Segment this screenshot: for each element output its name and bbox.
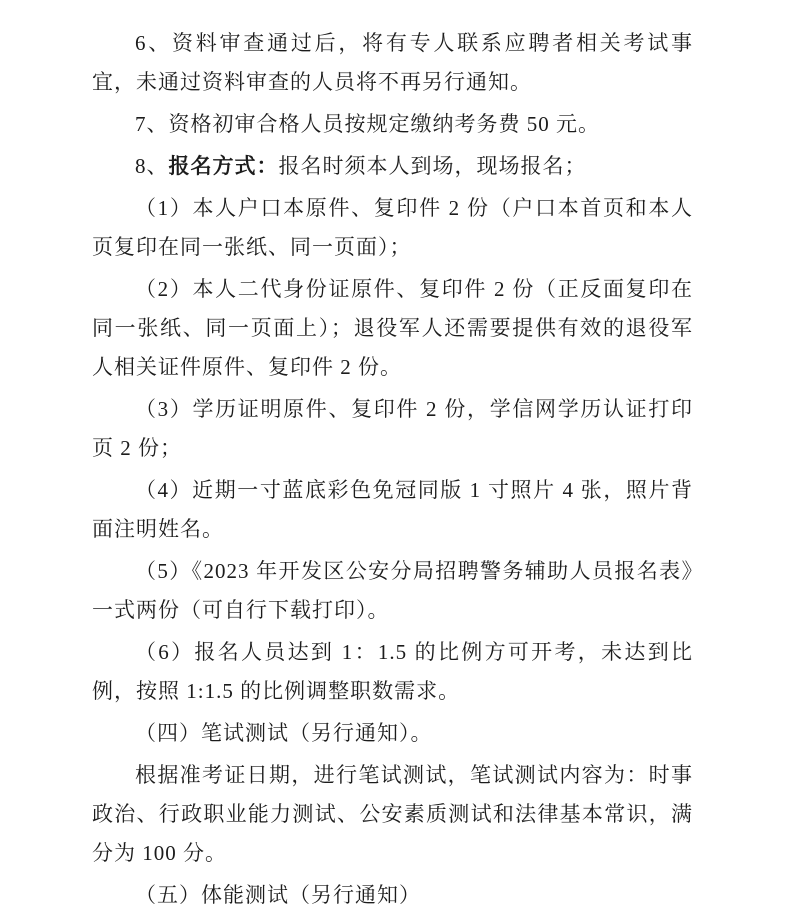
paragraph-item-4-photos: （4）近期一寸蓝底彩色免冠同版 1 寸照片 4 张，照片背面注明姓名。 bbox=[92, 478, 693, 541]
paragraph-6-material-review: 6、资料审查通过后，将有专人联系应聘者相关考试事宜，未通过资料审查的人员将不再另行通知。 bbox=[92, 31, 693, 94]
document-body bbox=[92, 24, 693, 915]
registration-method-text: 报名时须本人到场，现场报名； bbox=[278, 154, 587, 178]
paragraph-section-5-physical-test: （五）体能测试（另行通知） bbox=[135, 883, 421, 907]
paragraph-7-exam-fee: 7、资格初审合格人员按规定缴纳考务费 50 元。 bbox=[135, 112, 600, 136]
paragraph-item-5-application-form: （5）《2023 年开发区公安分局招聘警务辅助人员报名表》一式两份（可自行下载打印）。 bbox=[92, 559, 693, 622]
paragraph-item-6-ratio-requirement: （6）报名人员达到 1：1.5 的比例方可开考，未达到比例，按照 1:1.5 的比例调整职数需求。 bbox=[92, 640, 693, 703]
paragraph-section-4-written-test: （四）笔试测试（另行通知）。 bbox=[135, 721, 433, 745]
clause-number: 8、 bbox=[135, 154, 169, 178]
registration-method-label: 报名方式： bbox=[168, 154, 279, 178]
paragraph-item-2-id-card: （2）本人二代身份证原件、复印件 2 份（正反面复印在同一张纸、同一页面上）；退役军人还需要提供有效的退役军人相关证件原件、复印件 2 份。 bbox=[92, 277, 693, 379]
paragraph-8-registration-method bbox=[92, 147, 693, 186]
paragraph-item-3-education-certificate: （3）学历证明原件、复印件 2 份，学信网学历认证打印页 2 份； bbox=[92, 397, 693, 460]
paragraph-item-1-household-register: （1）本人户口本原件、复印件 2 份（户口本首页和本人页复印在同一张纸、同一页面）； bbox=[92, 196, 693, 259]
paragraph-written-test-content: 根据准考证日期，进行笔试测试，笔试测试内容为：时事政治、行政职业能力测试、公安素质测试和法律基本常识，满分为 100 分。 bbox=[92, 763, 693, 865]
